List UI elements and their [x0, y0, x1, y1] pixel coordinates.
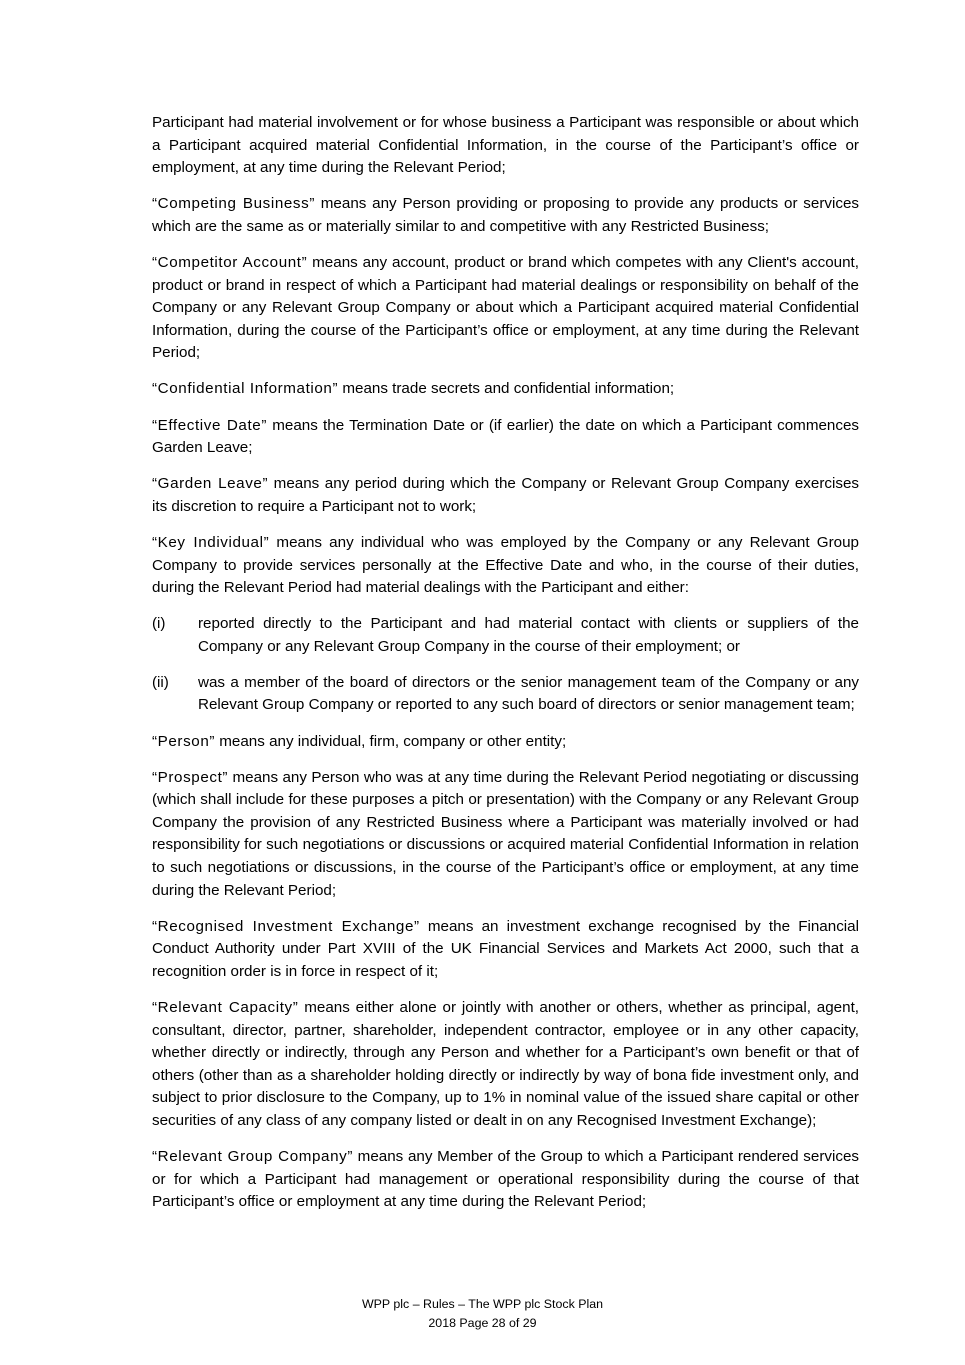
list-number: (i): [152, 615, 166, 633]
definition-text: means any individual, firm, company or other entity;: [215, 732, 567, 750]
definition-competitor-account: [152, 252, 859, 365]
defined-term: “Confidential Information”: [152, 380, 339, 398]
defined-term: “Relevant Group Company”: [152, 1148, 354, 1166]
defined-term: “Effective Date”: [152, 416, 267, 434]
list-text: was a member of the board of directors or the senior management team of the Company or any Relevant Group Company or reported to any such board of directors or senior management team;: [198, 673, 859, 714]
page-footer: [0, 1295, 965, 1332]
definition-text: means any period during which the Company or Relevant Group Company exercises its discretion to require a Participant not to work;: [152, 475, 859, 515]
footer-title: WPP plc – Rules – The WPP plc Stock Plan: [361, 1297, 604, 1311]
definition-text: means trade secrets and confidential information;: [338, 380, 675, 398]
defined-term: “Person”: [152, 732, 216, 750]
defined-term: “Relevant Capacity”: [152, 999, 299, 1016]
defined-term: “Recognised Investment Exchange”: [152, 917, 420, 935]
document-body: [152, 112, 859, 1227]
definition-text: means any Member of the Group to which a Participant rendered services or for which a Participant had management or operational responsibility during the course of that Participant’s office or employment at any time during the Relevant Period;: [152, 1148, 859, 1211]
intro-paragraph: Participant had material involvement or for whose business a Participant was responsible or about which a Participant acquired material Confidential Information, in the course of the Participant’s office or employment, at any time during the Relevant Period;: [152, 114, 859, 177]
definition-relevant-group-company: [152, 1146, 859, 1214]
defined-term: “Competing Business”: [152, 195, 315, 213]
defined-term: “Key Individual”: [152, 533, 270, 551]
definition-text: means the Termination Date or (if earlier) the date on which a Participant commences Garden Leave;: [152, 416, 860, 457]
footer-page-number: 2018 Page 28 of 29: [428, 1315, 537, 1330]
definition-prospect: [152, 767, 859, 903]
definition-text: means either alone or jointly with another or others, whether as principal, agent, consultant, director, partner, shareholder, independent contractor, employee or in any other capacity, whether directly or indirectly, through any Person and whether for a Participant’s own benefit or that of others (other than as a shareholder holding directly or indirectly by way of bona fide investment only, and subject to prior disclosure to the Company, up to 1% in nominal value of the issued share capital or other securities of any class of any company listed or dealt in on any Recognised Investment Exchange);: [152, 999, 860, 1129]
defined-term: “Garden Leave”: [152, 475, 269, 493]
definition-garden-leave: [152, 473, 859, 518]
definition-effective-date: [152, 415, 859, 460]
definition-text: means any Person who was at any time during the Relevant Period negotiating or discussing (which shall include for these purposes a pitch or presentation) with the Company or any Relevant Group Company the provision of any Restricted Business where a Participant was materially involved or had responsibility for such negotiations or discussions or acquired material Confidential Information in relation to such negotiations or discussions, in the course of the Participant’s office or employment, at any time during the Relevant Period;: [152, 768, 859, 899]
definition-text: means any individual who was employed by the Company or any Relevant Group Company to provide services personally at the Effective Date and who, in the course of their duties, during the Relevant Period had material dealings with the Participant and either:: [152, 533, 859, 597]
defined-term: “Competitor Account”: [152, 253, 308, 271]
definition-person: [152, 731, 859, 754]
definition-text: means an investment exchange recognised by the Financial Conduct Authority under Part XVIII of the UK Financial Services and Markets Act 2000, such that a recognition order is in force in respect of it;: [152, 917, 859, 980]
definition-key-individual: [152, 532, 859, 600]
definition-recognised-investment-exchange: [152, 916, 859, 984]
defined-term: “Prospect”: [152, 768, 229, 786]
definition-relevant-capacity: [152, 997, 859, 1133]
list-item: [152, 672, 859, 717]
definition-text: means any Person providing or proposing to provide any products or services which are the same as or materially similar to and competitive with any Restricted Business;: [152, 195, 859, 235]
list-text: reported directly to the Participant and had material contact with clients or suppliers of the Company or any Relevant Group Company in the course of their employment; or: [198, 615, 859, 655]
definition-competing-business: [152, 193, 859, 238]
definition-text: means any account, product or brand which competes with any Client's account, product or brand in respect of which a Participant had material dealings or responsibility on behalf of the Company or any Relevant Group Company or about which a Participant acquired material Confidential Information, during the course of the Participant’s office or employment, at any time during the Relevant Period;: [152, 253, 859, 362]
definition-confidential-information: [152, 378, 859, 401]
list-item: [152, 613, 859, 658]
list-number: (ii): [152, 673, 169, 691]
